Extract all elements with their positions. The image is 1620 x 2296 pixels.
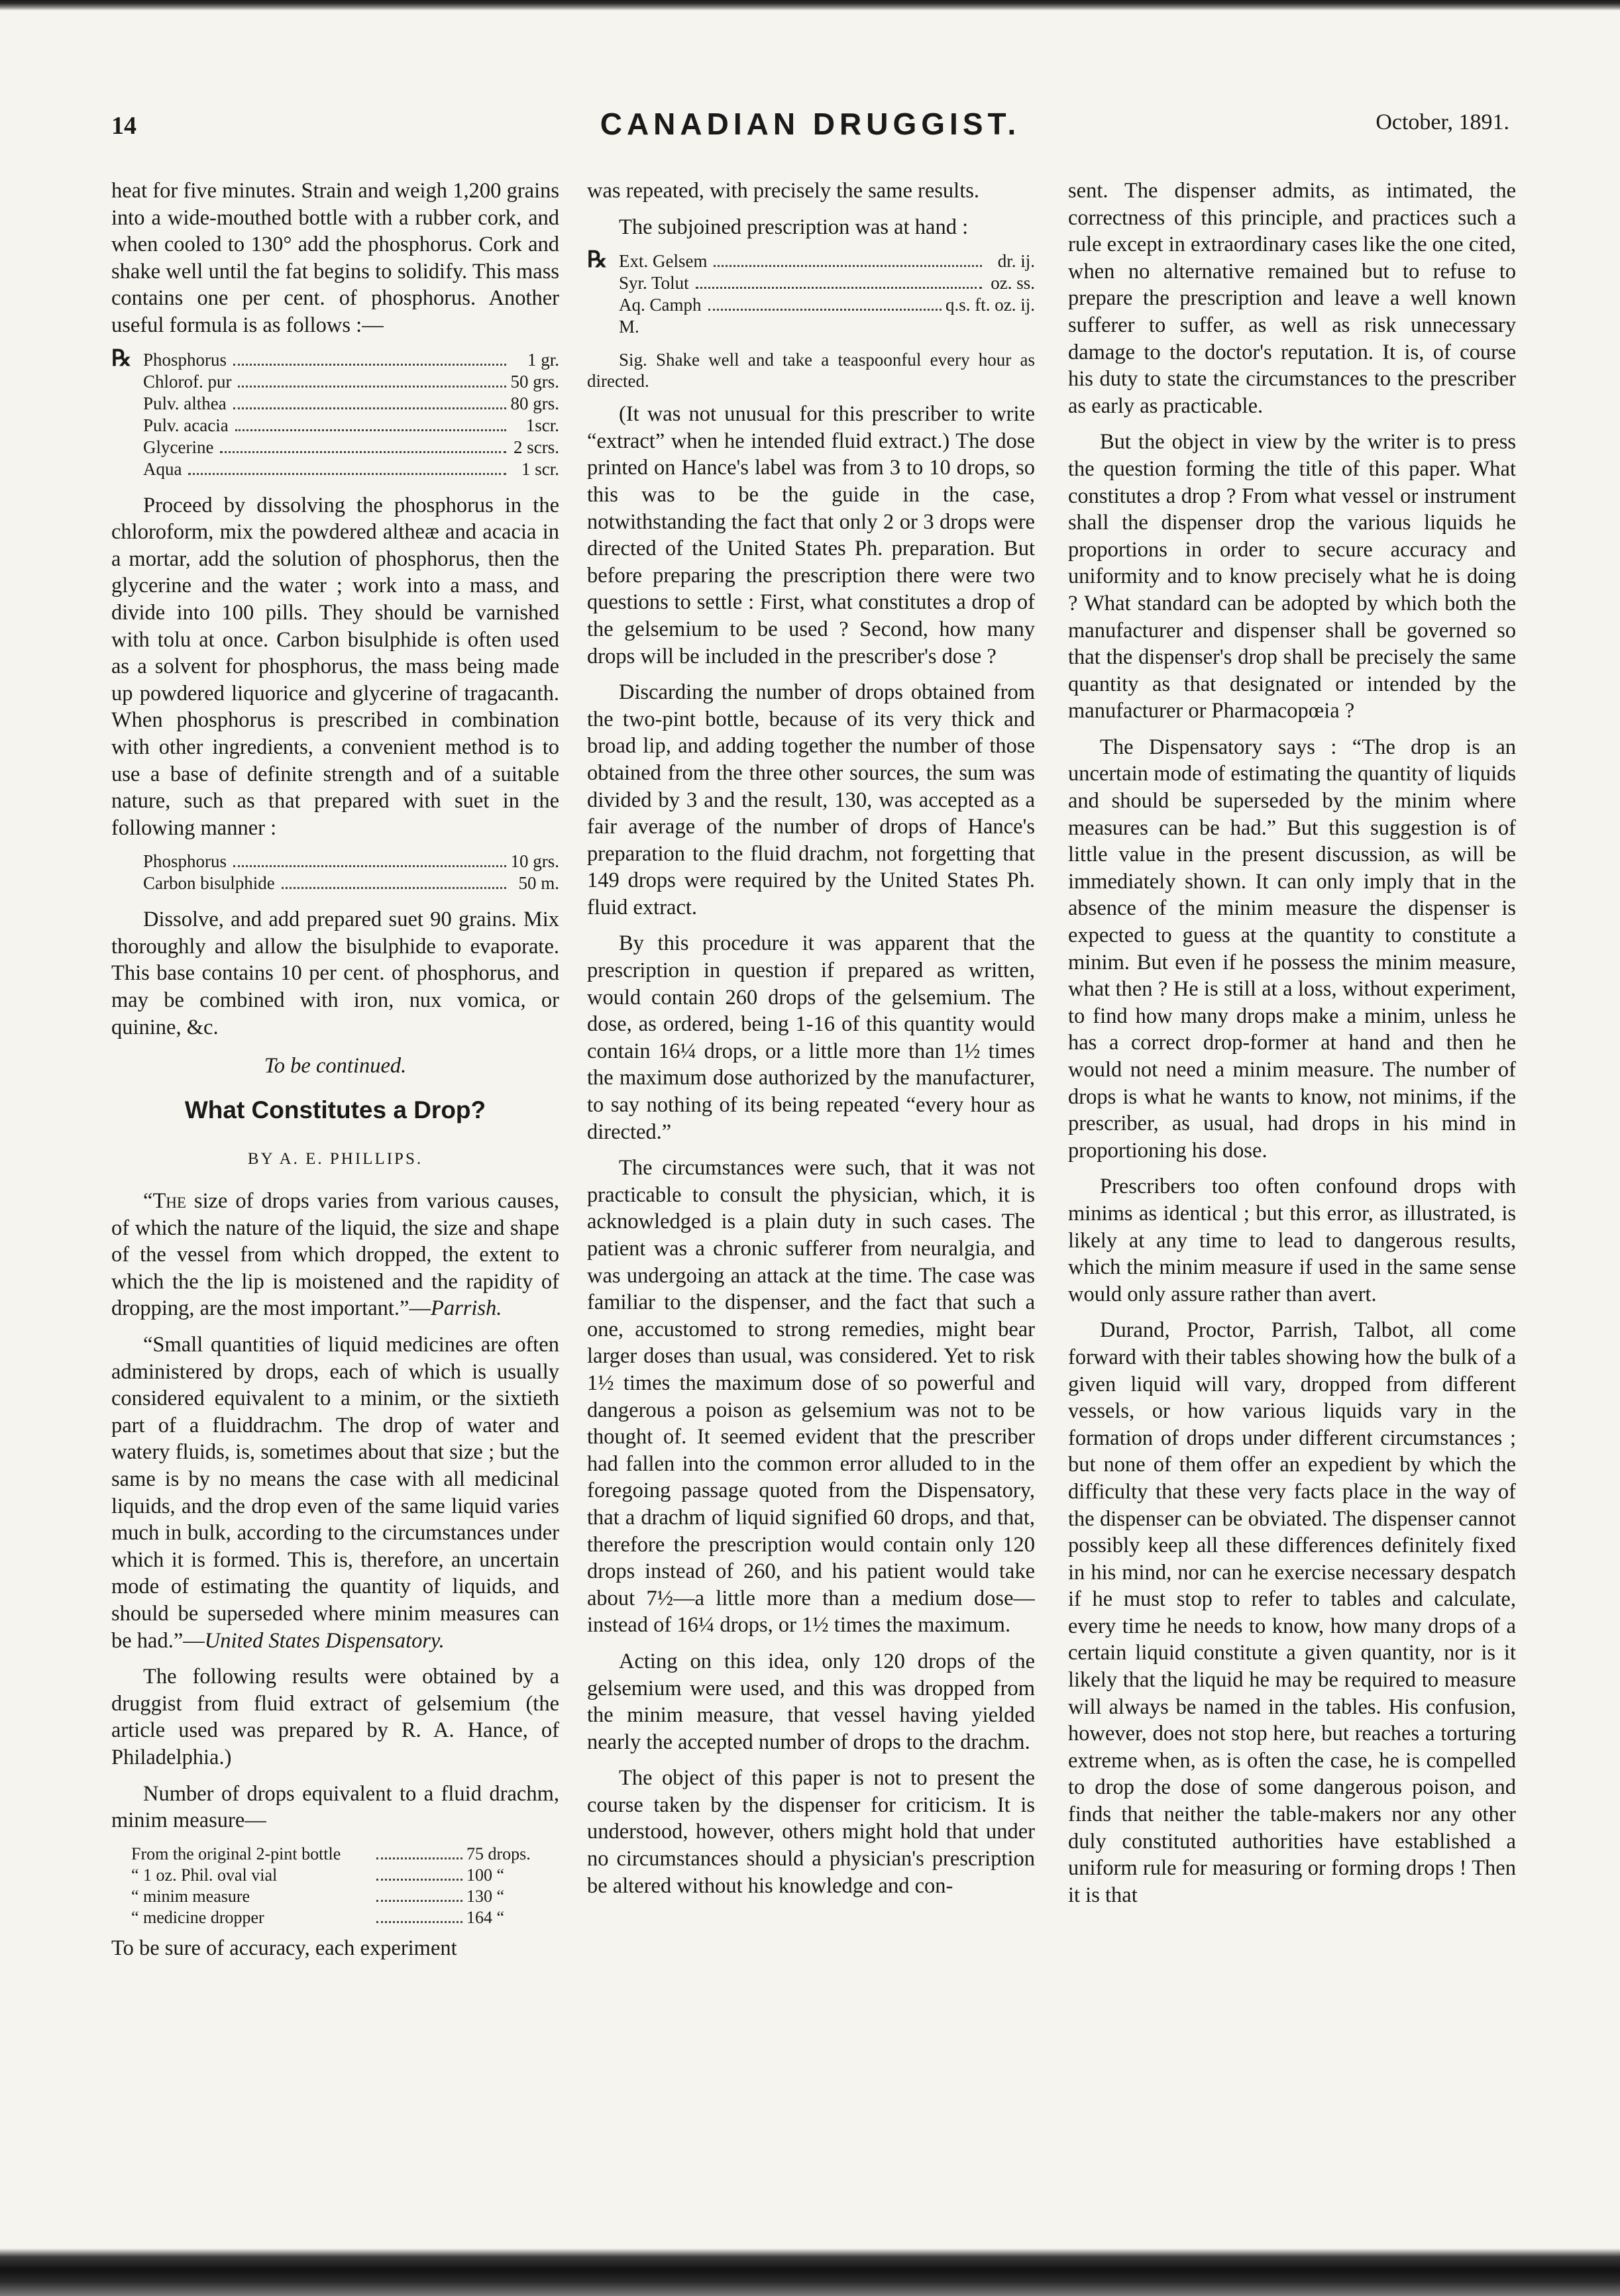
paragraph: Dissolve, and add prepared suet 90 grains. Mix thoroughly and allow the bisulphide to evaporate. This base contains 10 per cent. of phosphorus, and may be combined with iron, nux vomica, or quinine, &c.	[111, 908, 559, 1039]
formula-row	[111, 437, 559, 458]
ingredient-quantity: 1scr.	[525, 415, 559, 435]
drop-count: 164 “	[466, 1907, 505, 1927]
paragraph: The circumstances were such, that it was not practicable to consult the physician, which, it is acknowledged is a plain duty in such cases. The patient was a chronic sufferer from neuralgia, and was undergoing an attack at the time. The case was familiar to the dispenser, and the fact that such a one, accustomed to strong remedies, might bear larger doses than usual, was considered. Yet to risk 1½ times the maximum dose of so powerful and dangerous a poison as gelsemium was not to be thought of. It seemed evident that the prescriber had fallen into the common error alluded to in the foregoing passage quoted from the Dispensatory, that a drachm of liquid signified 60 drops, and that, therefore the prescription would contain only 120 drops instead of 260, and his patient would take about 7½—a little more than a medium dose—instead of 16¼ drops, or 1½ times the maximum.	[587, 1156, 1035, 1638]
formula-row	[111, 371, 559, 393]
scan-edge-bottom	[0, 2248, 1620, 2296]
drop-count: 100 “	[466, 1865, 505, 1885]
signa-directions: Sig. Shake well and take a teaspoonful every hour as directed.	[587, 350, 1035, 391]
leader-dots	[376, 1857, 462, 1859]
leader-dots	[235, 429, 506, 431]
ingredient-name: Pulv. althea	[143, 393, 227, 413]
gelsemium-prescription	[587, 250, 1035, 337]
drop-source: “ minim measure	[131, 1886, 250, 1906]
leader-dots	[233, 364, 506, 366]
paragraph: Acting on this idea, only 120 drops of the gelsemium were used, and this was dropped from the minim measure, that vessel having yielded nearly the accepted number of drops to the drachm.	[587, 1649, 1035, 1754]
mix-directive: M.	[619, 317, 639, 337]
leader-dots	[220, 451, 506, 453]
page-number: 14	[111, 112, 136, 140]
ingredient-quantity: 50 m.	[518, 873, 559, 894]
page-header	[111, 106, 1509, 146]
ingredient-name: Phosphorus	[143, 349, 227, 370]
quote-source: United States Dispensatory.	[204, 1628, 445, 1653]
leader-dots	[282, 887, 506, 889]
formula-row	[587, 272, 1035, 294]
issue-date: October, 1891.	[1376, 110, 1509, 134]
ingredient-quantity: q.s. ft. oz. ij.	[945, 295, 1035, 315]
paragraph: Discarding the number of drops obtained from the two-pint bottle, because of its very thick and broad lip, and adding together the number of those obtained from the three other sources, the sum was divided by 3 and the result, 130, was accepted as a fair average of the number of drops of Hance's preparation to the fluid drachm, not forgetting that 149 drops were required by the United States Ph. fluid extract.	[587, 680, 1035, 919]
leader-dots	[696, 287, 982, 289]
paragraph: heat for five minutes. Strain and weigh 1,200 grains into a wide-mouthed bottle with a rubber cork, and when cooled to 130° add the phosphorus. Cork and shake well until the fat begins to solidify. This mass contains one per cent. of phosphorus. Another useful formula is as follows :—	[111, 179, 559, 337]
drop-count: 75 drops.	[466, 1844, 531, 1863]
paragraph: Durand, Proctor, Parrish, Talbot, all come forward with their tables showing how the bulk of a given liquid will vary, dropped from different vessels, or how various liquids vary in the formation of drops under different circumstances ; but none of them offer an expedient by which the difficulty that these very facts place in the way of the dispenser can be obviated. The dispenser cannot possibly keep all these differences definitely fixed in his mind, nor can he exercise necessary despatch if he must stop to refer to tables and calculate, every time he needs to know, how many drops of a certain liquid constitute a given quantity, nor is it likely that the liquid he may be required to measure will always be named in the tables. His confusion, however, does not stop here, but reaches a torturing extreme when, as is often the case, he is compelled to drop the dose of some dangerous poison, and finds that neither the table-makers nor any other duly constituted authorities have established a uniform rule for measuring or forming drops ! Then it is that	[1068, 1318, 1516, 1907]
ingredient-name: Chlorof. pur	[143, 371, 232, 391]
ingredient-name: Aq. Camph	[619, 295, 702, 315]
table-row	[111, 1886, 559, 1907]
paragraph: But the object in view by the writer is to press the question forming the title of this paper. What constitutes a drop ? From what vessel or instrument shall the dispenser drop the various liquids he proportions in order to secure accuracy and uniformity and to know precisely what he is doing ? What standard can be adopted by which both the manufacturer and dispenser shall be governed so that the dispenser's drop shall be precisely the same quantity as that designated or intended by the manufacturer or Pharmacopœia ?	[1068, 430, 1516, 723]
formula-row	[111, 348, 559, 371]
paragraph: Number of drops equivalent to a fluid drachm, minim measure—	[111, 1781, 559, 1833]
ingredient-quantity: 2 scrs.	[513, 437, 559, 457]
ingredient-name: Ext. Gelsem	[619, 251, 708, 272]
column-3	[1068, 178, 1516, 2241]
paragraph: The Dispensatory says : “The drop is an uncertain mode of estimating the quantity of liquids and should be superseded by the minim where measures can be had.” But this suggestion is of little value in the present discussion, as will be immediately shown. It can only imply that in the absence of the minim measure the dispenser is expected to guess at the quantity to constitute a minim. But even if he possess the minim measure, what then ? He is still at a loss, without experiment, to find how many drops make a minim, unless he has a correct drop-former at hand and then he would not need a minim measure. The number of drops is what he wants to know, not minims, if the prescriber, as usual, had drops in his mind in proportioning his dose.	[1068, 735, 1516, 1163]
drop-count: 130 “	[466, 1886, 505, 1906]
ingredient-name: Aqua	[143, 458, 182, 479]
phosphorus-pill-formula	[111, 348, 559, 480]
paragraph: sent. The dispenser admits, as intimated, the correctness of this principle, and practices such a rule except in extraordinary cases like the one cited, when no alternative remained but to refuse to prepare the prescription and leave a well known sufferer to suffer, as well as risk unnecessary damage to the doctor's reputation. It is, of course his duty to state the circumstances to the prescriber as early as practicable.	[1068, 179, 1516, 418]
ingredient-quantity: 80 grs.	[510, 393, 559, 413]
article-title: What Constitutes a Drop?	[184, 1096, 486, 1123]
column-2	[587, 178, 1035, 2241]
ingredient-name: Syr. Tolut	[619, 273, 689, 293]
paragraph: To be sure of accuracy, each experiment	[111, 1936, 457, 1960]
drop-source: “ 1 oz. Phil. oval vial	[131, 1865, 278, 1885]
article-byline: BY A. E. PHILLIPS.	[247, 1150, 423, 1169]
formula-row	[111, 415, 559, 437]
column-1	[111, 178, 559, 2241]
paragraph: The subjoined prescription was at hand :	[619, 215, 969, 239]
paragraph-text: size of drops varies from various causes, of which the nature of the liquid, the size and shape of the vessel from which dropped, the extent to which the the lip is moistened and the rapidity of dropping, are the most important.”—	[111, 1189, 559, 1321]
masthead-title: CANADIAN DRUGGIST.	[600, 107, 1021, 141]
drop-source: From the original 2-pint bottle	[131, 1844, 341, 1863]
formula-row	[587, 316, 1035, 337]
formula-row	[111, 393, 559, 415]
scan-edge-top	[0, 0, 1620, 11]
leader-dots	[714, 265, 982, 267]
continued-note: To be continued.	[264, 1054, 407, 1078]
leader-dots	[188, 473, 506, 475]
ingredient-name: Carbon bisulphide	[143, 873, 275, 894]
table-row	[111, 1907, 559, 1928]
formula-row	[111, 872, 559, 894]
paragraph: The object of this paper is not to present the course taken by the dispenser for criticism. It is understood, however, others might hold that under no circumstances should a physician's prescription be altered without his knowledge and con-	[587, 1766, 1035, 1898]
table-row	[111, 1865, 559, 1886]
drops-table	[111, 1844, 559, 1928]
ingredient-quantity: 1 gr.	[527, 349, 559, 370]
formula-row	[111, 851, 559, 872]
lead-word: The	[152, 1189, 186, 1214]
ingredient-quantity: oz. ss.	[991, 273, 1035, 293]
paragraph: Proceed by dissolving the phosphorus in the chloroform, mix the powdered altheæ and acacia in a mortar, add the solution of phosphorus, then the glycerine and the water ; work into a mass, and divide into 100 pills. They should be varnished with tolu at once. Carbon bisulphide is often used as a solvent for phosphorus, the mass being made up powdered liquorice and glycerine of tragacanth. When phosphorus is prescribed in combination with other ingredients, a convenient method is to use a base of definite strength and of a suitable nature, such as that prepared with suet in the following manner :	[111, 493, 559, 840]
leader-dots	[233, 865, 506, 867]
paragraph: Prescribers too often confound drops with minims as identical ; but this error, as illustrated, is likely at any time to lead to dangerous results, which the minim measure if used in the same sense would only assure rather than avert.	[1068, 1174, 1516, 1306]
drop-source: “ medicine dropper	[131, 1907, 264, 1927]
ingredient-quantity: 1 scr.	[521, 458, 559, 479]
phosphorus-suet-formula	[111, 851, 559, 894]
formula-row	[587, 294, 1035, 316]
leader-dots	[376, 1900, 462, 1902]
ingredient-name: Phosphorus	[143, 851, 227, 872]
quote-source: Parrish.	[430, 1296, 502, 1321]
ingredient-quantity: 10 grs.	[510, 851, 559, 872]
table-row	[111, 1844, 559, 1865]
paragraph-text: “Small quantities of liquid medicines are often administered by drops, each of which is usually considered equivalent to a minim, or the sixtieth part of a fluiddrachm. The drop of water and watery fluids, is, sometimes about that size ; but the same is by no means the case with all medicinal liquids, and the drop even of the same liquid varies much in bulk, according to the circumstances under which it is formed. This is, therefore, an uncertain mode of estimating the quantity of liquids, and should be superseded where minim measures can be had.”—	[111, 1333, 559, 1653]
paragraph: (It was not unusual for this prescriber to write “extract” when he intended fluid extract.) The dose printed on Hance's label was from 3 to 10 drops, so this was to be the guide in the case, notwithstanding the fact that only 2 or 3 drops were directed of the United States Ph. preparation. But before preparing the prescription there were two questions to settle : First, what constitutes a drop of the gelsemium to be used ? Second, how many drops will be included in the prescriber's dose ?	[587, 402, 1035, 668]
leader-dots	[376, 1879, 462, 1881]
ingredient-quantity: dr. ij.	[997, 251, 1035, 272]
leader-dots	[238, 386, 506, 388]
formula-row	[111, 458, 559, 480]
paragraph: The following results were obtained by a druggist from fluid extract of gelsemium (the article used was prepared by R. A. Hance, of Philadelphia.)	[111, 1665, 559, 1769]
rx-symbol: ℞	[587, 248, 608, 273]
paragraph: was repeated, with precisely the same results.	[587, 179, 980, 203]
leader-dots	[376, 1921, 462, 1923]
ingredient-name: Pulv. acacia	[143, 415, 229, 435]
ingredient-quantity: 50 grs.	[510, 371, 559, 391]
leader-dots	[708, 309, 942, 311]
ingredient-name: Glycerine	[143, 437, 214, 457]
paragraph: By this procedure it was apparent that the prescription in question if prepared as written, would contain 260 drops of the gelsemium. The dose, as ordered, being 1-16 of this quantity would contain 16¼ drops, or a little more than 1½ times the maximum dose authorized by the manufacturer, to say nothing of its being repeated “every hour as directed.”	[587, 931, 1035, 1144]
rx-symbol: ℞	[111, 346, 132, 371]
paragraph: “The size of drops varies from various causes, of which the nature of the liquid, the size and shape of the vessel from which dropped, the extent to which the the lip is moistened and the rapidity of dropping, are the most important.”—Parrish.	[111, 1189, 559, 1321]
leader-dots	[233, 407, 506, 409]
paragraph	[111, 1331, 559, 1654]
formula-row	[587, 250, 1035, 272]
